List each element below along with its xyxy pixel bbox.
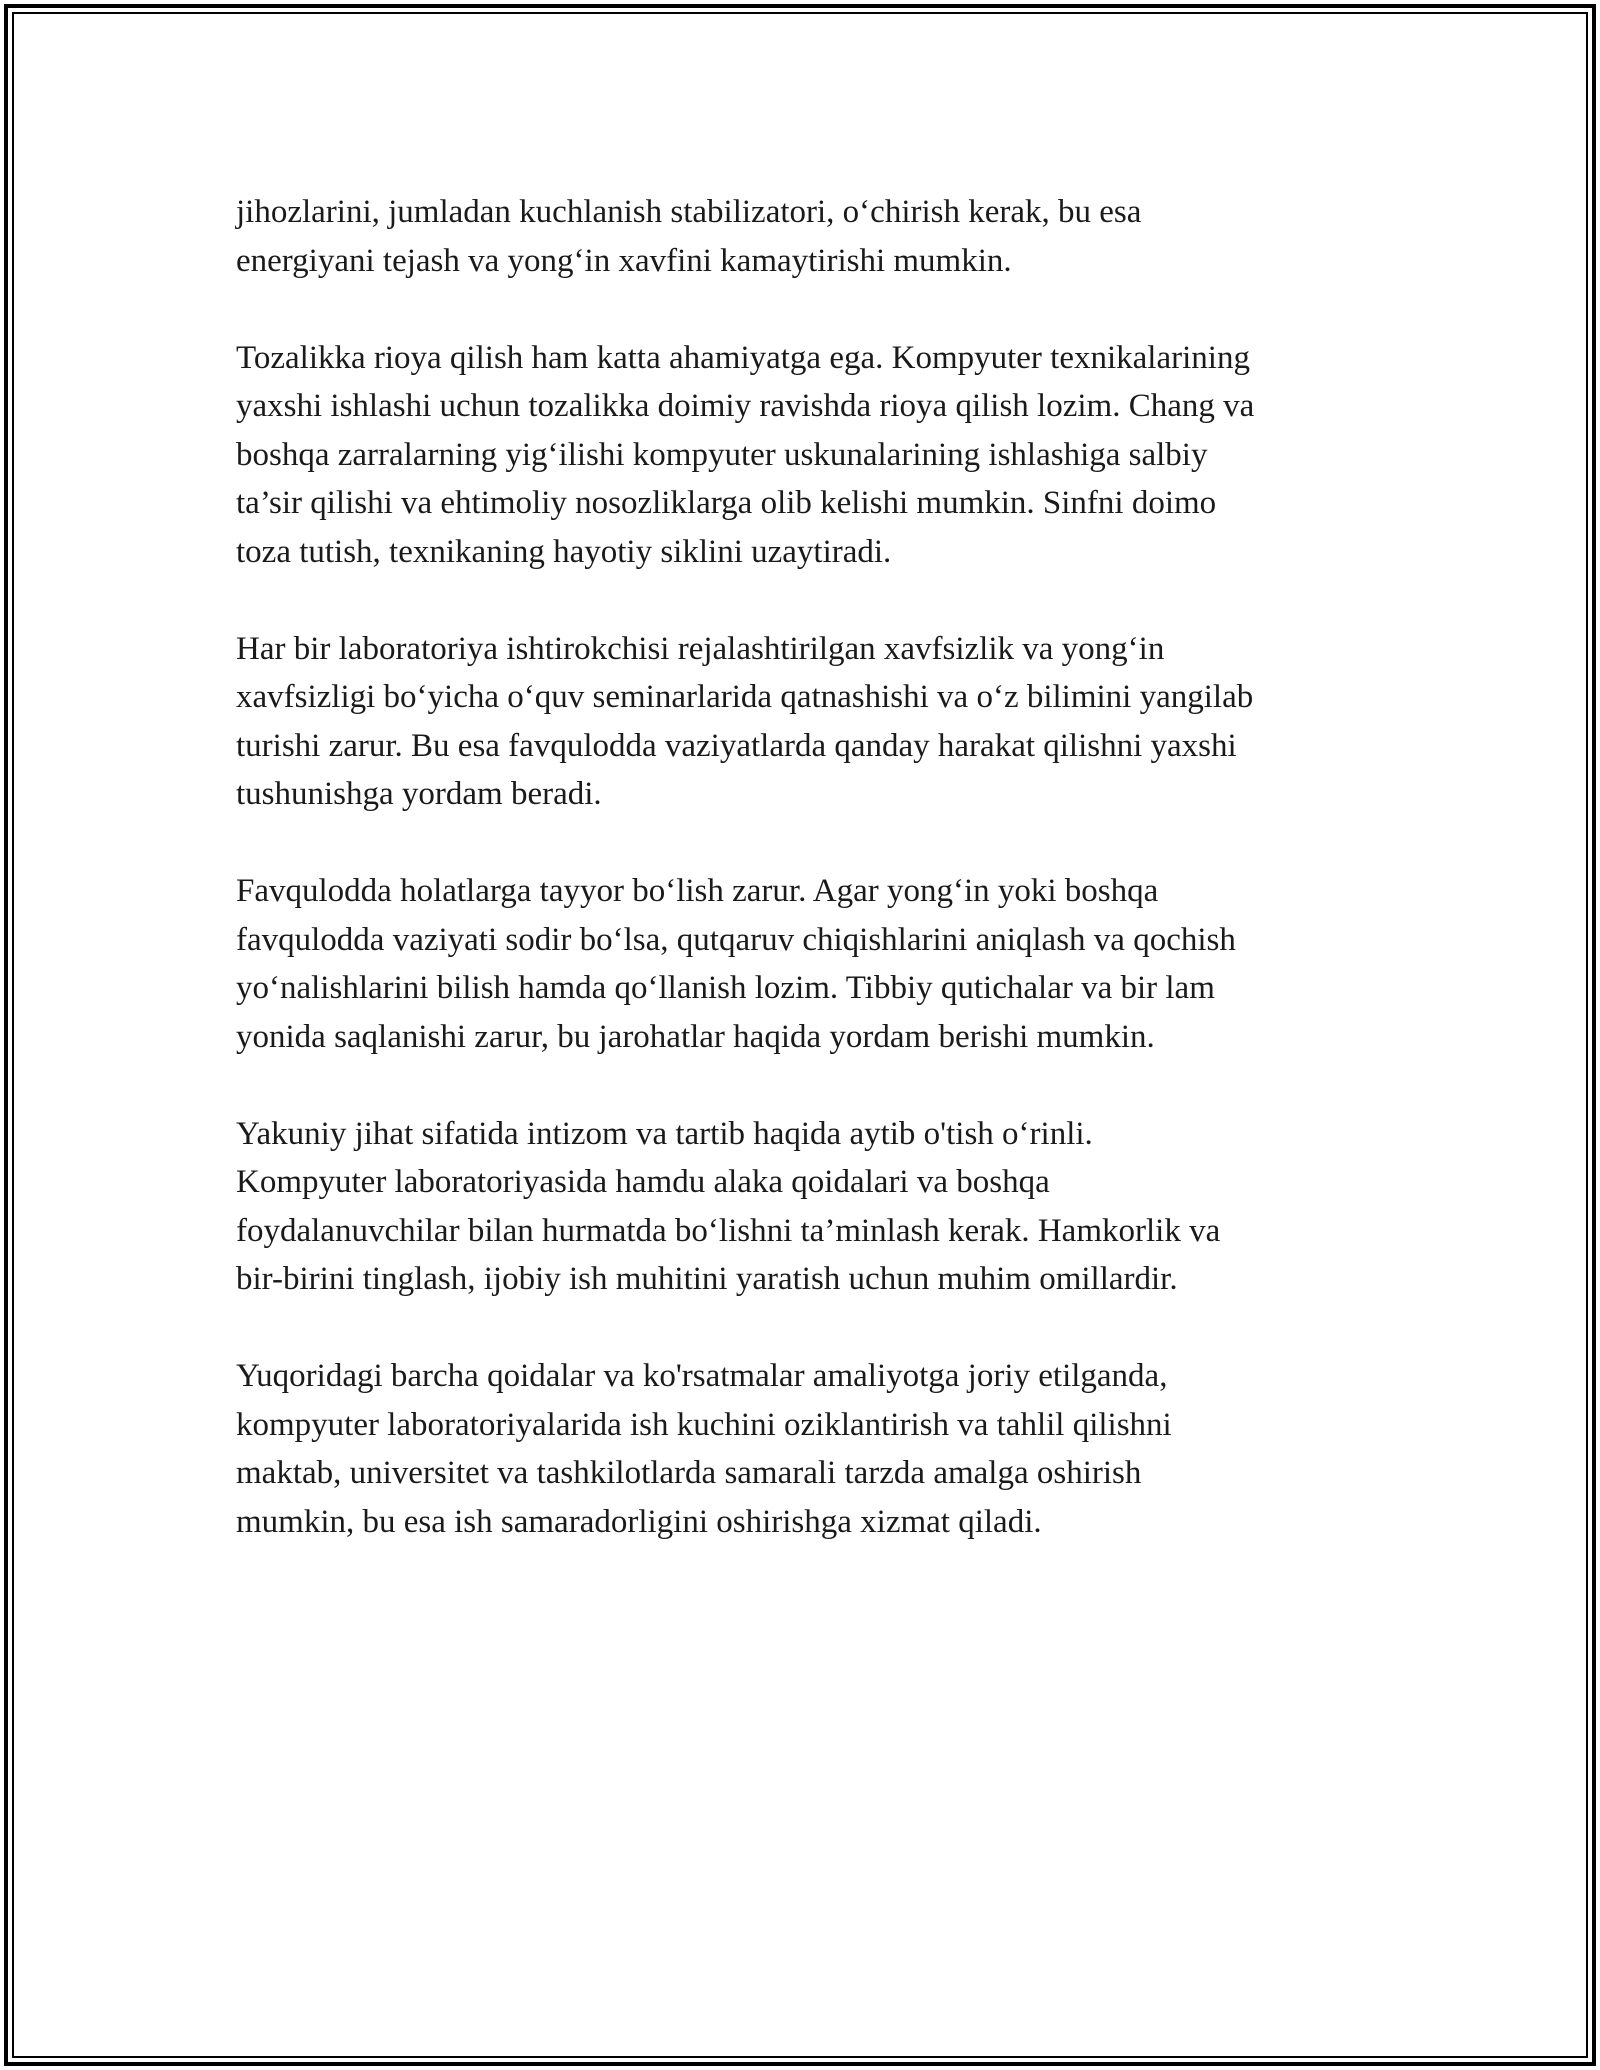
text-line: yaxshi ishlashi uchun tozalikka doimiy ravishda rioya qilish lozim. Chang va	[236, 388, 1255, 424]
text-line: jihozlarini, jumladan kuchlanish stabilizatori, o‘chirish kerak, bu esa	[236, 194, 1142, 230]
document-body	[236, 188, 1386, 1595]
text-line: ta’sir qilishi va ehtimoliy nosozliklarga olib kelishi mumkin. Sinfni doimo	[236, 485, 1217, 521]
text-line: yonida saqlanishi zarur, bu jarohatlar haqida yordam berishi mumkin.	[236, 1018, 1155, 1055]
paragraph-emergency-readiness	[236, 867, 1386, 1061]
text-line: Favqulodda holatlarga tayyor bo‘lish zarur. Agar yong‘in yoki boshqa	[236, 873, 1159, 909]
text-line: boshqa zarralarning yig‘ilishi kompyuter uskunalarining ishlashiga salbiy	[236, 436, 1208, 473]
text-line: Kompyuter laboratoriyasida hamdu alaka qoidalari va boshqa	[236, 1164, 1050, 1200]
paragraph-conclusion	[236, 1352, 1386, 1546]
paragraph-discipline	[236, 1110, 1386, 1304]
text-line: tushunishga yordam beradi.	[236, 776, 602, 812]
text-line: Yuqoridagi barcha qoidalar va ko'rsatmalar amaliyotga joriy etilganda,	[236, 1358, 1168, 1394]
paragraph-cleanliness	[236, 334, 1386, 577]
text-line: maktab, universitet va tashkilotlarda samarali tarzda amalga oshirish	[236, 1455, 1142, 1491]
text-line: turishi zarur. Bu esa favqulodda vaziyatlarda qanday harakat qilishni yaxshi	[236, 727, 1237, 764]
paragraph-safety-training	[236, 625, 1386, 819]
text-line: xavfsizligi bo‘yicha o‘quv seminarlarida qatnashishi va o‘z bilimini yangilab	[236, 679, 1254, 715]
text-line: bir-birini tinglash, ijobiy ish muhitini yaratish uchun muhim omillardir.	[236, 1261, 1178, 1297]
text-line: yo‘nalishlarini bilish hamda qo‘llanish lozim. Tibbiy qutichalar va bir lam	[236, 970, 1215, 1006]
text-line: energiyani tejash va yong‘in xavfini kamaytirishi mumkin.	[236, 242, 1012, 279]
text-line: Yakuniy jihat sifatida intizom va tartib haqida aytib o'tish o‘rinli.	[236, 1115, 1093, 1152]
text-line: favqulodda vaziyati sodir bo‘lsa, qutqaruv chiqishlarini aniqlash va qochish	[236, 921, 1236, 958]
paragraph-power-off	[236, 188, 1386, 285]
text-line: foydalanuvchilar bilan hurmatda bo‘lishni ta’minlash kerak. Hamkorlik va	[236, 1212, 1221, 1249]
text-line: mumkin, bu esa ish samaradorligini oshirishga xizmat qiladi.	[236, 1503, 1042, 1540]
text-line: Har bir laboratoriya ishtirokchisi rejalashtirilgan xavfsizlik va yong‘in	[236, 630, 1165, 667]
text-line: toza tutish, texnikaning hayotiy siklini uzaytiradi.	[236, 533, 892, 570]
text-line: kompyuter laboratoriyalarida ish kuchini oziklantirish va tahlil qilishni	[236, 1406, 1172, 1443]
text-line: Tozalikka rioya qilish ham katta ahamiyatga ega. Kompyuter texnikalarining	[236, 339, 1250, 376]
